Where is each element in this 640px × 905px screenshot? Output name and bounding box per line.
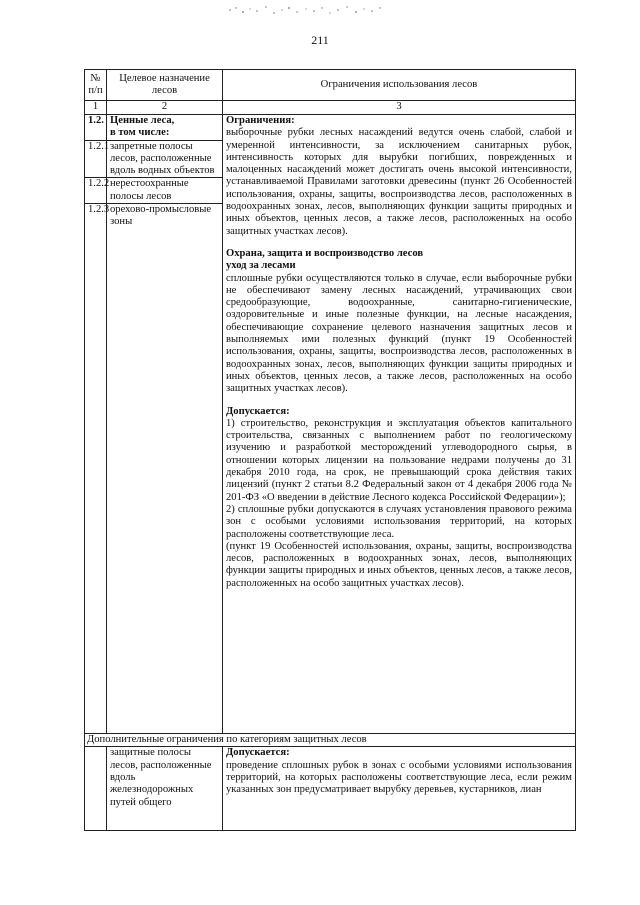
allowed-item-1: 1) строительство, реконструкция и эксплуатация объектов капитального строительства, связанных с выполнением работ по геологическому изучению и разработкой месторождений углеводородного сырья, в отношении которых лицензии на пользование недрами получены до 31 декабря 2010 года, на срок, не превышающий срока действия таких лицензий (пункт 2 статьи 8.2 Федеральный закон от 4 декабря 2006 года № 201-ФЗ «О введении в действие Лесного кодекса Российской Федерации»); (226, 417, 572, 503)
section-title-line2: в том числе: (110, 127, 170, 139)
section-title-line1: Ценные леса, (110, 115, 175, 126)
column-numbers-row (85, 101, 576, 115)
purpose-line: защитные полосы (110, 747, 191, 759)
page-number: 211 (311, 33, 329, 47)
header-restrictions: Ограничения использования лесов (223, 70, 576, 101)
allowed-heading: Допускается: (226, 405, 290, 417)
table-header-row (85, 70, 576, 101)
item-name: нерестоохранные полосы лесов (107, 178, 223, 204)
header-purpose: Целевое назначение лесов (107, 70, 223, 101)
additional-allowed-text: проведение сплошных рубок в зонах с особыми условиями использования территорий, на которых расположены соответствующие леса, если режим указанных зон предусматривает вырубку деревьев, кустарников, лиан (226, 759, 572, 796)
item-name: запретные полосы лесов, расположенные вдоль водных объектов (107, 140, 223, 178)
item-name: орехово-промысловые зоны (107, 204, 223, 734)
col-number-1: 1 (85, 101, 107, 115)
allowed-item-2-ref: (пункт 19 Особенностей использования, охраны, защиты, воспроизводства лесов, расположенных в водоохранных зонах, лесов, выполняющих функции защиты природных и иных объектов, ценных лесов, а также лесов, расположенных на особо защитных участках лесов). (226, 540, 572, 589)
section-title (107, 115, 223, 141)
additional-restrictions (223, 747, 576, 831)
item-num: 1.2.2 (85, 178, 107, 204)
header-num: № п/п (85, 70, 107, 101)
item-num: 1.2.1 (85, 140, 107, 178)
additional-title-row (85, 734, 576, 747)
col-number-2: 2 (107, 101, 223, 115)
additional-allowed-heading: Допускается: (226, 747, 290, 759)
purpose-line: вдоль (110, 771, 136, 783)
restrictions-cell (223, 115, 576, 734)
limits-heading: Ограничения: (226, 115, 295, 126)
table-row (85, 747, 576, 831)
spacer (226, 396, 572, 406)
purpose-line: железнодорожных (110, 784, 194, 796)
restrictions-table (84, 69, 576, 831)
col-number-3: 3 (223, 101, 576, 115)
purpose-line: путей общего (110, 796, 172, 808)
protection-heading-line1: Охрана, защита и воспроизводство лесов (226, 247, 424, 259)
allowed-item-2: 2) сплошные рубки допускаются в случаях установления правового режима зон с особыми условиями использования территорий, на которых расположены соответствующие леса. (226, 503, 572, 540)
section-num: 1.2. (85, 115, 107, 141)
limits-text: выборочные рубки лесных насаждений ведутся очень слабой, слабой и умеренной интенсивности, за исключением санитарных рубок, интенсивность которых для вырубки погибших, поврежденных и малоценных насаждений может достигать очень высокой интенсивности, устанавливаемой Правилами заготовки древесины (пункт 26 Особенностей использования, охраны, защиты, воспроизводства лесов, расположенных в водоохранных зонах, лесов, выполняющих функции защиты природных и иных объектов, ценных лесов, а также лесов, расположенных на особо защитных участках лесов). (226, 127, 572, 237)
spacer (226, 590, 572, 599)
empty-cell (85, 747, 107, 831)
protection-heading-line2: уход за лесами (226, 260, 296, 272)
spacer (226, 238, 572, 248)
item-num: 1.2.3 (85, 204, 107, 734)
scan-noise (226, 4, 386, 18)
protection-text: сплошные рубки осуществляются только в случае, если выборочные рубки не обеспечивают замену лесных насаждений, утрачивающих свои средообразующие, водоохранные, санитарно-гигиенические, оздоровительные и иные полезные функции, на лесные насаждения, обеспечивающие сохранение целевого назначения защитных лесов и выполняемых ими полезных функций (пункт 19 Особенностей использования, охраны, защиты, воспроизводства лесов, расположенных в водоохранных зонах, лесов, выполняющих функции защиты природных и иных объектов, ценных лесов, а также лесов, расположенных на особо защитных участках лесов). (226, 272, 572, 395)
additional-purpose (107, 747, 223, 831)
purpose-line: лесов, расположенные (110, 759, 212, 771)
additional-title: Дополнительные ограничения по категориям защитных лесов (85, 734, 576, 747)
section-row (85, 115, 576, 141)
